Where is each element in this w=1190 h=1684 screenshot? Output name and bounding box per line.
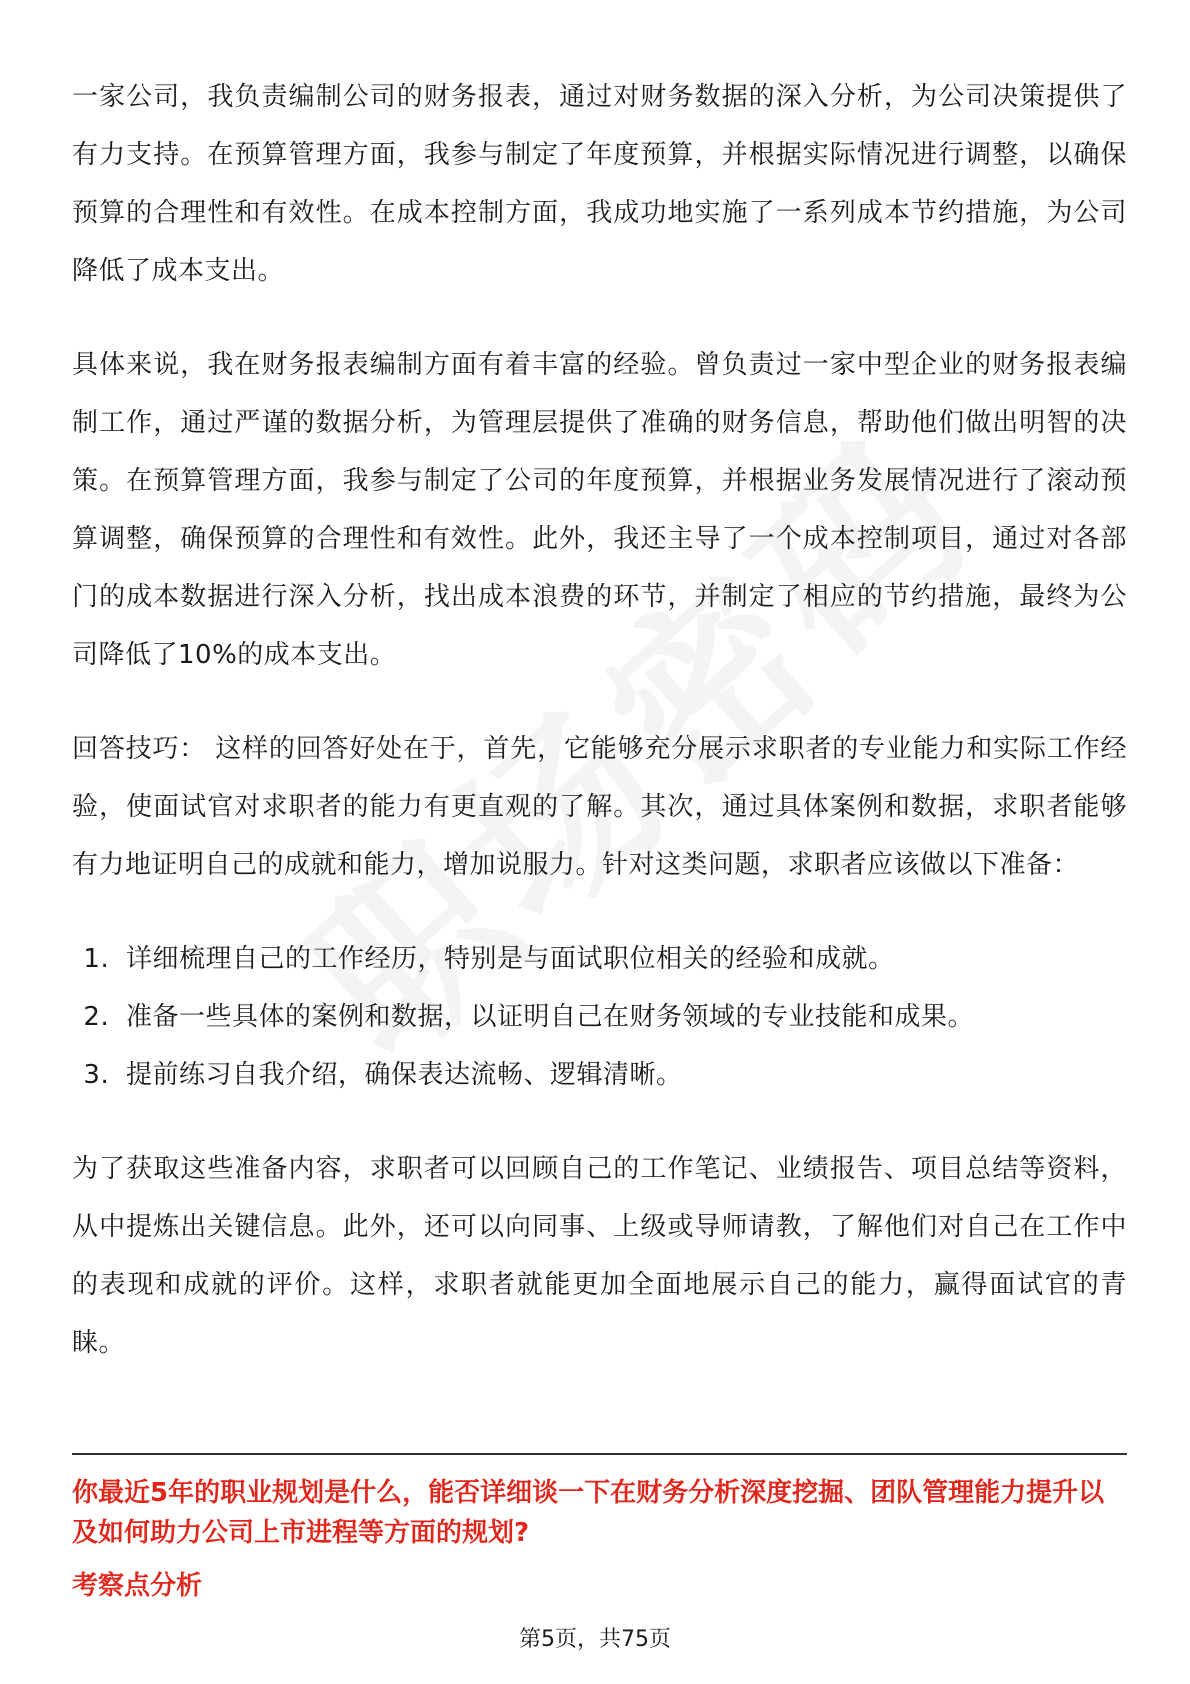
list-item: 3. 提前练习自我介绍，确保表达流畅、逻辑清晰。 <box>118 1046 1127 1104</box>
section-heading: 考察点分析 <box>72 1571 203 1601</box>
body-content <box>72 68 1127 1408</box>
list-item: 1. 详细梳理自己的工作经历，特别是与面试职位相关的经验和成就。 <box>118 930 1127 988</box>
paragraph-2: 具体来说，我在财务报表编制方面有着丰富的经验。曾负责过一家中型企业的财务报表编制工作，通过严谨的数据分析，为管理层提供了准确的财务信息，帮助他们做出明智的决策。在预算管理方面，我参与制定了公司的年度预算，并根据业务发展情况进行了滚动预算调整，确保预算的合理性和有效性。此外，我还主导了一个成本控制项目，通过对各部门的成本数据进行深入分析，找出成本浪费的环节，并制定了相应的节约措施，最终为公司降低了10%的成本支出。 <box>72 350 1127 670</box>
paragraph-answer-tips: 回答技巧： 这样的回答好处在于，首先，它能够充分展示求职者的专业能力和实际工作经验，使面试官对求职者的能力有更直观的了解。其次，通过具体案例和数据，求职者能够有力地证明自己的成就和能力，增加说服力。针对这类问题，求职者应该做以下准备： <box>72 734 1127 880</box>
list-item: 2. 准备一些具体的案例和数据，以证明自己在财务领域的专业技能和成果。 <box>118 988 1127 1046</box>
section-divider <box>72 1453 1127 1455</box>
paragraph-1: 一家公司，我负责编制公司的财务报表，通过对财务数据的深入分析，为公司决策提供了有力支持。在预算管理方面，我参与制定了年度预算，并根据实际情况进行调整，以确保预算的合理性和有效性。在成本控制方面，我成功地实施了一系列成本节约措施，为公司降低了成本支出。 <box>72 82 1127 286</box>
closing-paragraph: 为了获取这些准备内容，求职者可以回顾自己的工作笔记、业绩报告、项目总结等资料，从中提炼出关键信息。此外，还可以向同事、上级或导师请教，了解他们对自己在工作中的表现和成就的评价。这样，求职者就能更加全面地展示自己的能力，赢得面试官的青睐。 <box>72 1154 1127 1358</box>
interview-question: 你最近5年的职业规划是什么，能否详细谈一下在财务分析深度挖掘、团队管理能力提升以及如何助力公司上市进程等方面的规划? <box>72 1478 1105 1548</box>
preparation-list <box>72 930 1127 1104</box>
page-number: 第5页，共75页 <box>519 1627 671 1652</box>
